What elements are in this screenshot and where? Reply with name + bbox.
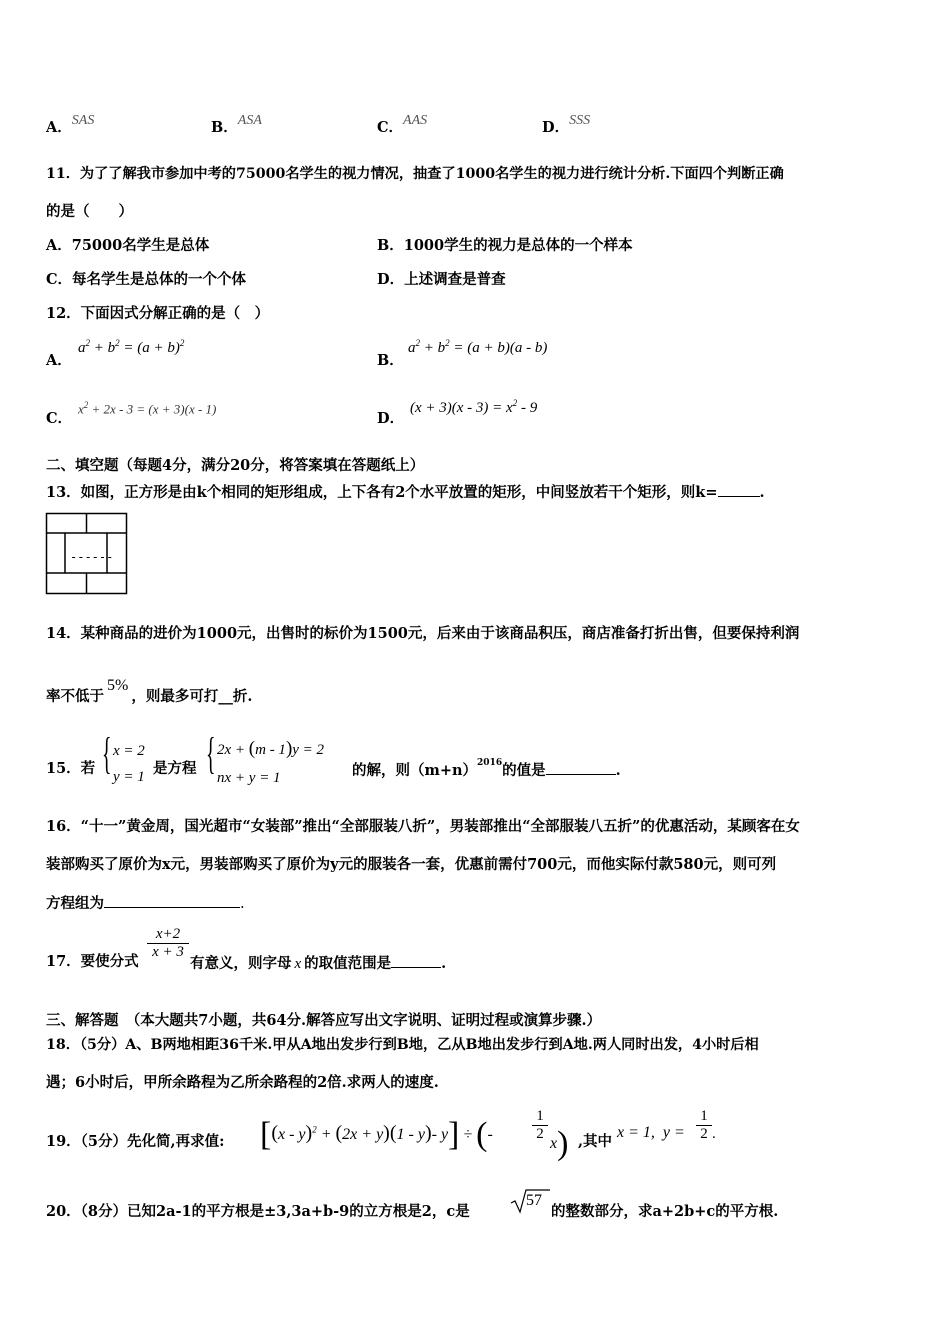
q11-option-b: B．1000学生的视力是总体的一个样本 <box>377 237 633 254</box>
q15-answer-blank <box>546 760 616 775</box>
q17-fraction <box>147 926 189 961</box>
q17-answer-blank <box>391 953 441 968</box>
q18-stem-line2: 遇；6小时后，甲所余路程为乙所余路程的2倍.求两人的速度. <box>46 1074 439 1091</box>
q15-system-2: 2x + (m - 1)y = 2 nx + y = 1 <box>217 738 325 786</box>
q12-option-a: A． <box>46 352 72 369</box>
q20-radicand: 57 <box>526 1192 542 1209</box>
q14-stem-line1: 14．某种商品的进价为1000元，出售时的标价为1500元，后来由于该商品积压，商店准备打折出售，但要保持利润 <box>46 625 800 642</box>
q16-answer-blank <box>104 893 240 908</box>
q12-formula-b: $a^2 + b^2 = (a + b)(a - b)$ <box>408 338 548 356</box>
q19-y-fraction: $\frac{1}{2}$ <box>696 1108 712 1143</box>
section-3-heading: 三、解答题 （本大题共7小题，共64分.解答应写出文字说明、证明过程或演算步骤.） <box>46 1012 602 1029</box>
q12-stem: 12．下面因式分解正确的是（ ） <box>46 305 270 322</box>
q15-number: 15．若 <box>46 760 96 777</box>
q18-stem-line1: 18．（5分）A、B两地相距36千米.甲从A地出发步行到B地，乙从B地出发步行到A地.两人同时出发，4小时后相 <box>46 1037 759 1053</box>
q15-mid-text: 是方程 <box>153 760 197 777</box>
q17-pre: 17．要使分式 <box>46 953 139 970</box>
q10-option-d: D．SSS <box>542 113 591 136</box>
q14-percent: 5% <box>107 677 129 694</box>
q20-post: 的整数部分，求a+2b+c的平方根. <box>551 1203 779 1220</box>
q16-stem-line2: 装部购买了原价为x元，男装部购买了原价为y元的服装各一套，优惠前需付700元，而他实际付款580元，则可列 <box>46 856 777 873</box>
q12-formula-d: $(x + 3)(x - 3) = x^2 - 9$ <box>410 398 538 416</box>
q11-stem-line2: 的是（ ） <box>46 203 133 220</box>
q10-option-b: B．ASA <box>211 113 262 136</box>
q16-stem-line3: 方程组为 . <box>46 895 245 912</box>
q12-option-d: D． <box>377 410 405 427</box>
q15-tail: 的解，则$(m+n)^{2016}$的值是 . <box>352 758 621 779</box>
q11-option-c: C．每名学生是总体的一个个体 <box>46 271 247 288</box>
q16-stem-line1: 16．“十一”黄金周，国光超市“女装部”推出“全部服装八折”，男装部推出“全部服装八五折”的优惠活动，某顾客在女 <box>46 818 800 835</box>
q19-half-fraction: $\frac{1}{2}$ <box>532 1108 548 1143</box>
section-2-heading: 二、填空题（每题4分，满分20分，将答案填在答题纸上） <box>46 457 425 474</box>
q12-formula-a: $a^2 + b^2 = (a + b)^2$ <box>78 338 185 356</box>
q15-system-1: x = 2 y = 1 <box>113 743 145 785</box>
q13-answer-blank <box>718 482 760 497</box>
q12-formula-c: $x^2 + 2x - 3 = (x + 3)(x - 1)$ <box>78 400 217 417</box>
q19-end-dot: . <box>712 1126 716 1142</box>
q17-post: 有意义，则字母 x 的取值范围是 . <box>190 955 447 972</box>
q12-option-c: C． <box>46 410 73 427</box>
q19-values: x = 1, y = <box>617 1124 685 1141</box>
q12-option-b: B． <box>377 352 404 369</box>
q20-pre: 20．（8分）已知2a-1的平方根是±3,3a+b-9的立方根是2，c是 <box>46 1203 470 1220</box>
q19-expression-tail: x) <box>550 1125 569 1162</box>
q14-stem-line2: 率不低于5%，则最多可打__折. <box>46 677 253 705</box>
q17-numerator: x+2 <box>147 926 189 944</box>
q19-expression: [(x - y)$^2$ + (2x + y)(1 - y)- y] ÷ (- <box>260 1116 493 1153</box>
q11-stem-line1: 11．为了了解我市参加中考的75000名学生的视力情况，抽查了1000名学生的视力进行统计分析.下面四个判断正确 <box>46 166 784 182</box>
q19-mid: ,其中 <box>578 1133 613 1150</box>
q15-brace-2: { <box>206 729 216 778</box>
q13-stem: 13．如图，正方形是由k个相同的矩形组成，上下各有2个水平放置的矩形，中间竖放若干个矩形，则k= . <box>46 484 765 501</box>
q11-option-a: A．75000名学生是总体 <box>46 237 210 254</box>
q10-option-a: A．SAS <box>46 113 95 136</box>
q10-option-c: C．AAS <box>377 113 428 136</box>
q13-figure-dashes: ------ <box>70 550 114 564</box>
q17-denominator: x + 3 <box>152 944 184 960</box>
q19-pre: 19．（5分）先化简,再求值: <box>46 1133 225 1150</box>
q15-brace-1: { <box>102 729 112 778</box>
q11-option-d: D．上述调查是普查 <box>377 271 506 288</box>
